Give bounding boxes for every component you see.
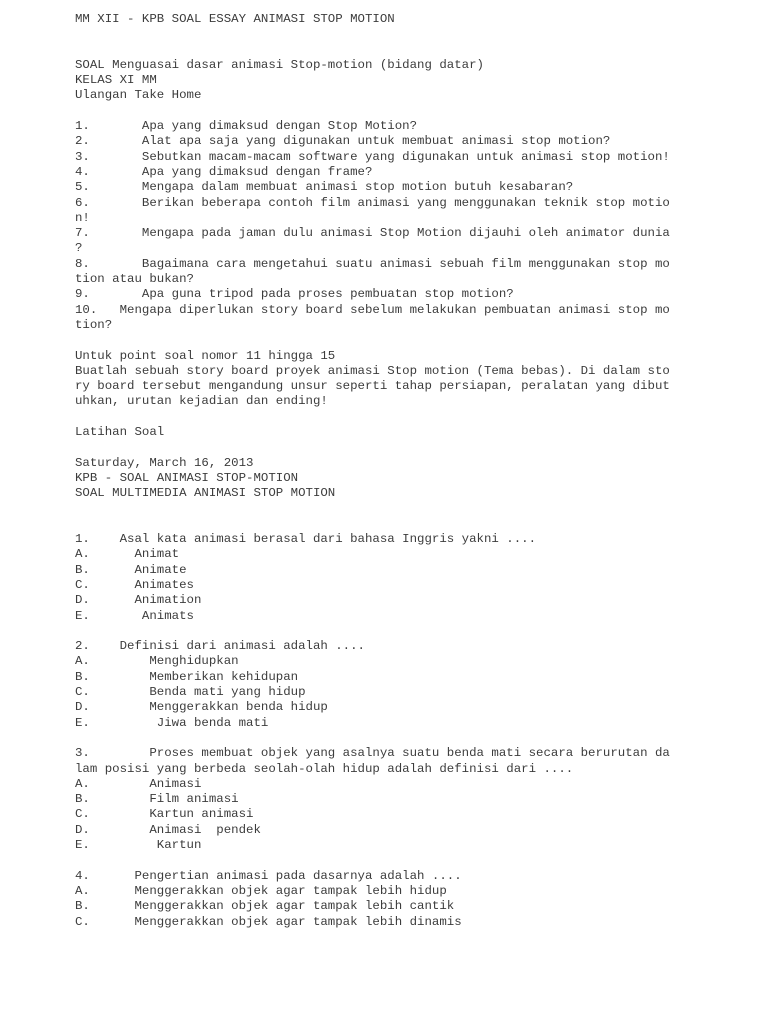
mc-option-d: D. Animasi pendek <box>75 822 261 837</box>
mc-question-text: 3. Proses membuat objek yang asalnya suatu benda mati secara berurutan da <box>75 746 670 761</box>
mc-option-d: D. Animation <box>75 593 202 608</box>
document-page <box>75 12 715 930</box>
storyboard-task-line: Untuk point soal nomor 11 hingga 15 <box>75 348 336 363</box>
essay-question: 5. Mengapa dalam membuat animasi stop motion butuh kesabaran? <box>75 180 574 195</box>
blank-line <box>75 853 715 868</box>
post-title: KPB - SOAL ANIMASI STOP-MOTION <box>75 470 299 485</box>
storyboard-task <box>75 349 715 410</box>
blank-line <box>75 333 715 348</box>
blank-line <box>75 440 715 455</box>
essay-question-list <box>75 119 715 333</box>
mc-question-4 <box>75 869 715 930</box>
blank-line <box>75 43 715 58</box>
mc-question-text: 1. Asal kata animasi berasal dari bahasa Inggris yakni .... <box>75 532 537 547</box>
mc-option-e: E. Animats <box>75 608 194 623</box>
mc-option-c: C. Kartun animasi <box>75 807 254 822</box>
mc-question-1 <box>75 532 715 624</box>
storyboard-task-line: uhkan, urutan kejadian dan ending! <box>75 394 328 409</box>
essay-question: 4. Apa yang dimaksud dengan frame? <box>75 164 373 179</box>
essay-question-wrap: ? <box>75 241 83 256</box>
essay-question: 3. Sebutkan macam-macam software yang digunakan untuk animasi stop motion! <box>75 149 670 164</box>
exam-type-line: Ulangan Take Home <box>75 88 202 103</box>
essay-question-wrap: tion atau bukan? <box>75 272 194 287</box>
subject-line: SOAL Menguasai dasar animasi Stop-motion (bidang datar) <box>75 57 484 72</box>
practice-heading: Latihan Soal <box>75 425 165 440</box>
class-line: KELAS XI MM <box>75 73 157 88</box>
mc-question-text-wrap: lam posisi yang berbeda seolah-olah hidup adalah definisi dari .... <box>75 761 574 776</box>
mc-option-a: A. Animat <box>75 547 180 562</box>
essay-question: 10. Mengapa diperlukan story board sebelum melakukan pembuatan animasi stop mo <box>75 302 670 317</box>
mc-question-2 <box>75 639 715 731</box>
blank-line <box>75 624 715 639</box>
essay-question-wrap: n! <box>75 210 90 225</box>
post-date: Saturday, March 16, 2013 <box>75 455 254 470</box>
storyboard-task-line: ry board tersebut mengandung unsur seperti tahap persiapan, peralatan yang dibut <box>75 379 670 394</box>
mc-option-b: B. Memberikan kehidupan <box>75 669 299 684</box>
blank-line <box>75 502 715 517</box>
mc-option-c: C. Benda mati yang hidup <box>75 685 306 700</box>
essay-question-wrap: tion? <box>75 317 113 332</box>
mc-option-b: B. Film animasi <box>75 792 239 807</box>
mc-option-e: E. Jiwa benda mati <box>75 715 269 730</box>
document-title: MM XII - KPB SOAL ESSAY ANIMASI STOP MOTION <box>75 12 395 26</box>
essay-question: 2. Alat apa saja yang digunakan untuk membuat animasi stop motion? <box>75 134 611 149</box>
essay-question: 1. Apa yang dimaksud dengan Stop Motion? <box>75 119 418 134</box>
mc-question-text: 4. Pengertian animasi pada dasarnya adalah .... <box>75 868 462 883</box>
mc-option-d: D. Menggerakkan benda hidup <box>75 700 328 715</box>
mc-option-a: A. Menghidupkan <box>75 654 239 669</box>
blank-line <box>75 27 715 42</box>
mc-option-b: B. Animate <box>75 562 187 577</box>
mc-option-a: A. Menggerakkan objek agar tampak lebih hidup <box>75 883 447 898</box>
mc-question-3 <box>75 746 715 853</box>
blank-line <box>75 410 715 425</box>
essay-question: 7. Mengapa pada jaman dulu animasi Stop Motion dijauhi oleh animator dunia <box>75 226 670 241</box>
mc-option-b: B. Menggerakkan objek agar tampak lebih cantik <box>75 899 455 914</box>
storyboard-task-line: Buatlah sebuah story board proyek animasi Stop motion (Tema bebas). Di dalam sto <box>75 363 670 378</box>
essay-question: 6. Berikan beberapa contoh film animasi yang menggunakan teknik stop motio <box>75 195 670 210</box>
mc-option-c: C. Menggerakkan objek agar tampak lebih dinamis <box>75 914 462 929</box>
essay-question: 9. Apa guna tripod pada proses pembuatan stop motion? <box>75 287 514 302</box>
mc-option-c: C. Animates <box>75 577 194 592</box>
mc-question-text: 2. Definisi dari animasi adalah .... <box>75 639 365 654</box>
blank-line <box>75 731 715 746</box>
mc-option-a: A. Animasi <box>75 776 202 791</box>
post-subtitle: SOAL MULTIMEDIA ANIMASI STOP MOTION <box>75 486 336 501</box>
blank-line <box>75 517 715 532</box>
mc-option-e: E. Kartun <box>75 838 202 853</box>
blank-line <box>75 104 715 119</box>
essay-question: 8. Bagaimana cara mengetahui suatu animasi sebuah film menggunakan stop mo <box>75 256 670 271</box>
